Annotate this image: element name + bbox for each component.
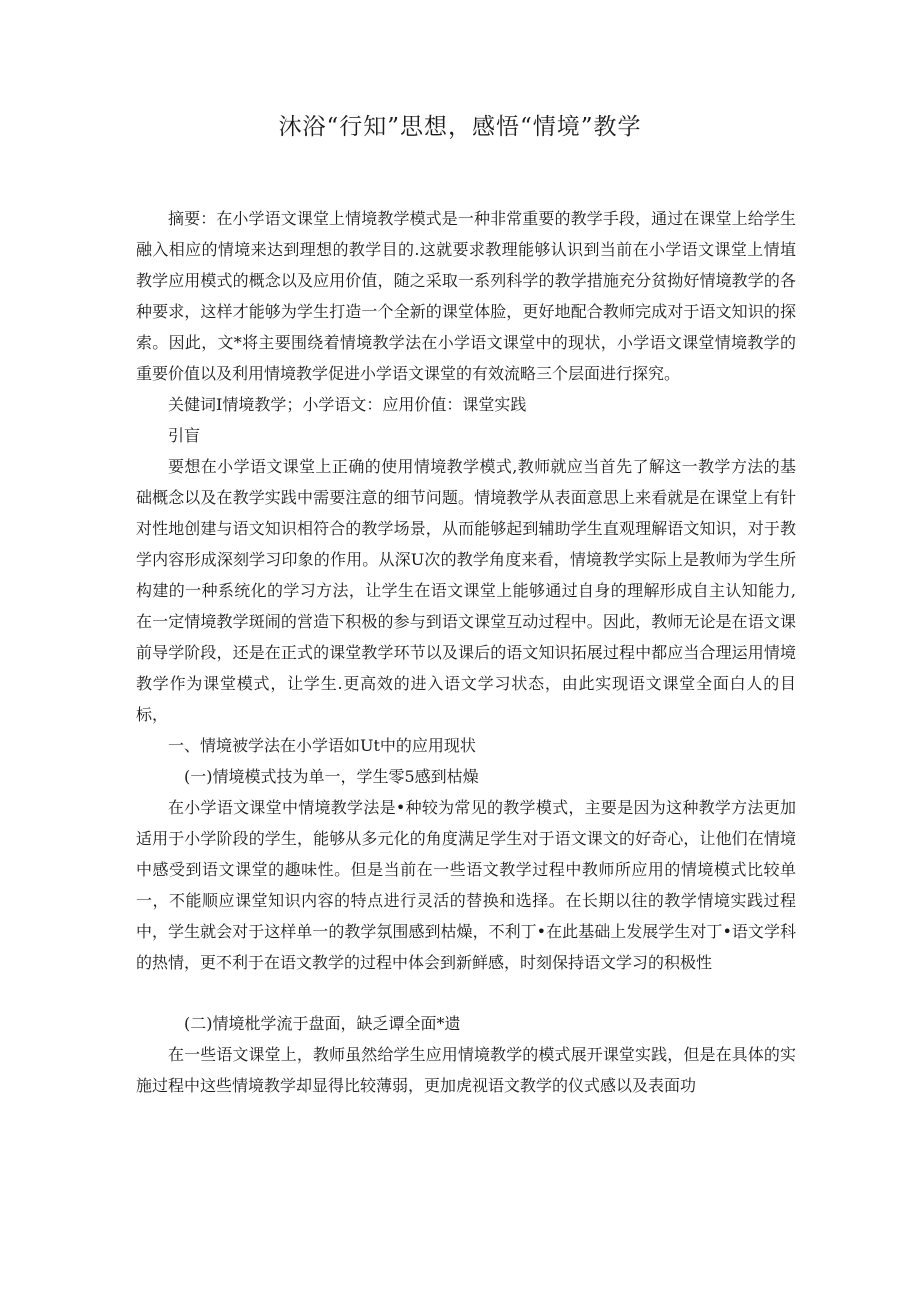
document-body: [136, 203, 796, 1101]
subsection-2-heading: (二)情境枇学流于盘面，缺乏谭全面*遗: [184, 1014, 461, 1033]
intro-heading: 引盲: [168, 426, 201, 445]
subsection-2-paragraph: 在一些语文课堂上，教师虽然给学生应用情境教学的模式展开课堂实践，但是在具体的实施过程中这些情境教学却显得比较薄弱，更加虎视语文教学的仪式感以及表面功: [136, 1045, 796, 1095]
abstract-paragraph: 摘要：在小学语文课堂上情境教学模式是一种非常重要的教学手段，通过在课堂上给学生融入相应的情境来达到理想的教学目的.这就要求教理能够认识到当前在小学语文课堂上情埴教学应用模式的概念以及应用价值，随之采取一系列科学的教学措施充分贫拗好情境教学的各种要求，这样才能够为学生打造一个全新的课堂体脸，更好地配合教师完成对于语文知识的探索。因此，文*将主要围绕着情境教学法在小学语文课堂中的现状，小学语文课堂情境教学的重要价值以及利用情境教学促进小学语文课堂的有效流略三个层面进行探究。: [136, 209, 796, 383]
paragraph-gap: [136, 978, 796, 1008]
section-1-heading: 一、情境被学法在小学语如Ut中的应用现状: [168, 736, 476, 755]
subsection-1-heading: (一)情境模式技为单一，学生零5感到枯燥: [184, 767, 479, 786]
document-title: 沐浴“行知”思想，感悟“情境”教学: [278, 114, 642, 140]
subsection-1-paragraph: 在小学语文课堂中情境教学法是•种较为常见的教学模式，主要是因为这种教学方法更加适用于小学阶段的学生，能够从多元化的角度满足学生对于语文课文的好奇心，让他们在情境中感受到语文课堂的趣味性。但是当前在一些语文教学过程中教师所应用的情境模式比较单一，不能顺应课堂知识内容的特点进行灵活的替换和选择。在长期以往的教学情境实践过程中，学生就会对于这样单一的教学氛围感到枯燥，不利丁•在此基础上发展学生对丁•语文学科的热情，更不利于在语文教学的过程中体会到新鲜感，时刻保持语文学习的积极性: [136, 798, 796, 972]
intro-paragraph: 要想在小学语文课堂上正确的使用情境教学模式,教师就应当首先了解这一教学方法的基础概念以及在教学实践中需要注意的细节问题。情境教学从表面意思上来看就是在课堂上有针对性地创建与语文知识相符合的教学场景，从而能够起到辅助学生直观理解语文知识，对于教学内容形成深刻学习印象的作用。从深U次的教学角度来看，情境教学实际上是教师为学生所构建的一种系统化的学习方法，让学生在语文课堂上能够通过自身的理解形成自主认知能力,在一定情境教学斑闹的営造下积极的参与到语文课堂互动过程中。因此，教师无论是在语文课前导学阶段，还是在正式的课堂教学环节以及课后的语文知识拓展过程中都应当合理运用情境教学作为课堂模式，让学生.更高效的进入语文学习状态，由此实现语文课堂全面白人的目标，: [136, 457, 796, 724]
keywords-line: 关健词I情境教学；小学语文：应用价值：课堂实践: [168, 395, 527, 414]
